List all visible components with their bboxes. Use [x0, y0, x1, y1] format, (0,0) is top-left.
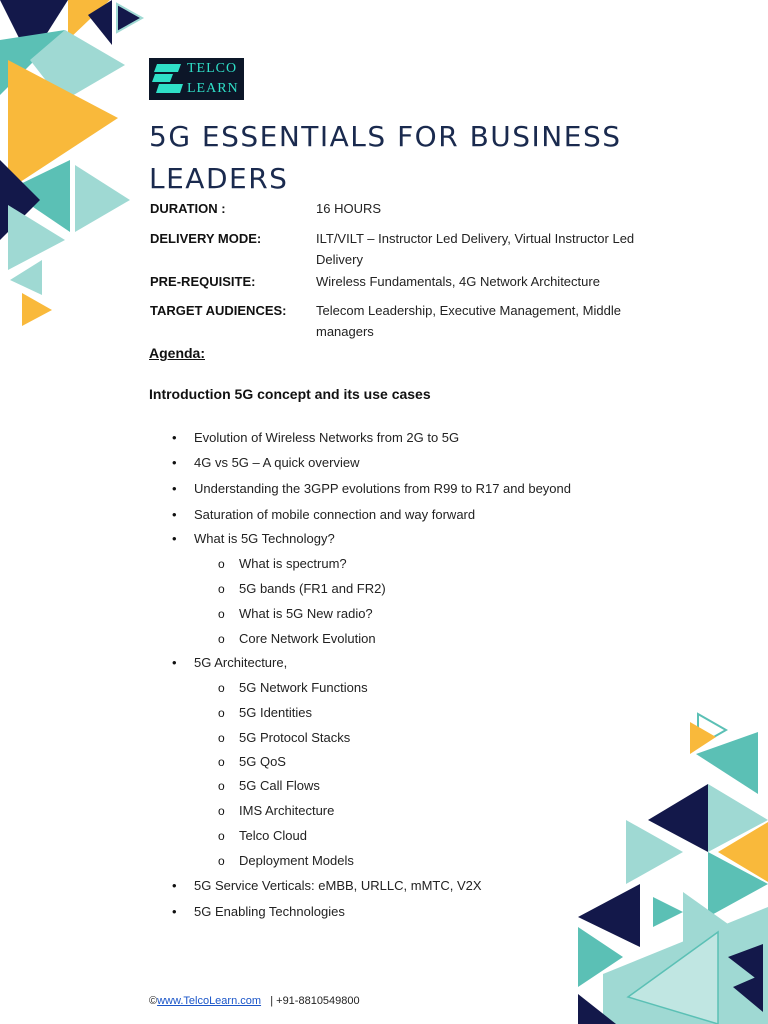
logo-mark-icon — [151, 62, 185, 96]
page-footer — [149, 995, 360, 1007]
decorative-triangles-bottom — [578, 712, 768, 1024]
bullet-circle-icon: o — [218, 854, 225, 868]
bullet-dot-icon: • — [172, 507, 177, 522]
logo-word-learn: LEARN — [187, 81, 239, 96]
bullet-dot-icon: • — [172, 455, 177, 470]
agenda-heading: Agenda: — [149, 345, 205, 361]
bullet-circle-icon: o — [218, 681, 225, 695]
phone-number: +91-8810549800 — [276, 995, 360, 1007]
detail-value: 16 HOURS — [316, 201, 382, 216]
detail-label: DELIVERY MODE: — [150, 231, 262, 246]
page-title: 5G ESSENTIALS FOR BUSINESS LEADERS — [149, 120, 622, 195]
bullet-circle-icon: o — [218, 731, 225, 745]
bullet-circle-icon: o — [218, 557, 225, 571]
detail-value: Wireless Fundamentals, 4G Network Architecture — [316, 274, 600, 289]
website-link[interactable]: www.TelcoLearn.com — [157, 995, 262, 1007]
bullet-circle-icon: o — [218, 582, 225, 596]
bullet-dot-icon: • — [172, 655, 177, 670]
bullet-dot-icon: • — [172, 878, 177, 893]
detail-value: Telecom Leadership, Executive Management, Middle managers — [316, 303, 621, 339]
detail-label: DURATION : — [150, 201, 226, 216]
bullet-circle-icon: o — [218, 829, 225, 843]
bullet-circle-icon: o — [218, 779, 225, 793]
bullet-dot-icon: • — [172, 904, 177, 919]
bullet-circle-icon: o — [218, 706, 225, 720]
copyright-symbol: © — [149, 995, 158, 1007]
bullet-dot-icon: • — [172, 531, 177, 546]
bullet-dot-icon: • — [172, 430, 177, 445]
bullet-circle-icon: o — [218, 804, 225, 818]
bullet-dot-icon: • — [172, 481, 177, 496]
bullet-circle-icon: o — [218, 755, 225, 769]
detail-value: ILT/VILT – Instructor Led Delivery, Virtual Instructor Led Delivery — [316, 231, 635, 267]
footer-separator: | — [270, 995, 274, 1007]
bullet-circle-icon: o — [218, 632, 225, 646]
telcolearn-logo — [149, 58, 244, 100]
logo-word-telco: TELCO — [187, 61, 238, 76]
bullet-circle-icon: o — [218, 607, 225, 621]
detail-label: TARGET AUDIENCES: — [150, 303, 287, 318]
detail-label: PRE-REQUISITE: — [150, 274, 256, 289]
decorative-triangles-top — [0, 0, 150, 330]
section-heading: Introduction 5G concept and its use cases — [149, 386, 431, 402]
